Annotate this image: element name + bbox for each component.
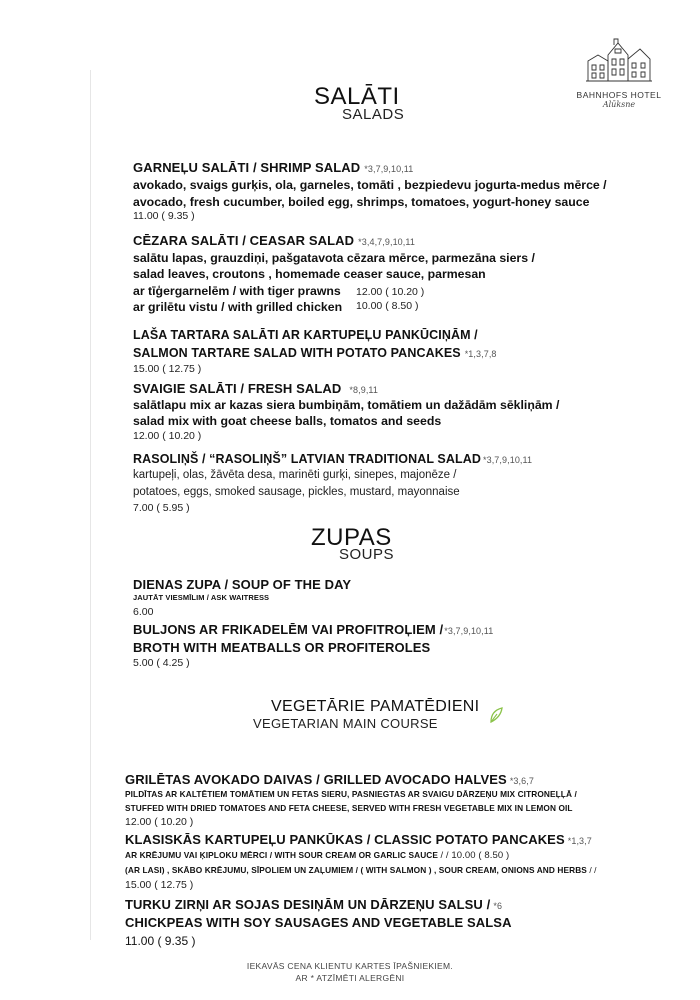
caesar-desc-lv: salātu lapas, grauzdiņi, pašgatavota cēzara mērce, parmezāna siers / — [133, 251, 535, 265]
shrimp-price: 11.00 ( 9.35 ) — [133, 210, 195, 222]
item-name: CĒZARA SALĀTI / CEASAR SALAD — [133, 233, 355, 248]
caesar-desc-en: salad leaves, croutons , homemade ceaser sauce, parmesan — [133, 267, 486, 281]
shrimp-salad-name — [133, 160, 413, 175]
soup-of-day-name: DIENAS ZUPA / SOUP OF THE DAY — [133, 577, 352, 592]
rasolins-desc-lv: kartupeļi, olas, žāvēta desa, marinēti gurķi, sinepes, majonēze / — [133, 469, 457, 481]
chickpeas-price: 11.00 ( 9.35 ) — [125, 934, 196, 948]
avocado-name — [125, 772, 534, 787]
salmon-salad-name-en — [133, 346, 497, 360]
leaf-icon — [488, 706, 504, 724]
salads-title: SALĀTI — [314, 83, 400, 110]
soups-title: ZUPAS — [311, 524, 392, 551]
salmon-price: 15.00 ( 12.75 ) — [133, 363, 202, 375]
allergens: *3,6,7 — [509, 776, 534, 786]
allergens: *3,7,9,10,11 — [483, 455, 533, 465]
pancakes-sauce-text: AR KRĒJUMU VAI ĶIPLOKU MĒRCI / WITH SOUR CREAM OR GARLIC SAUCE — [125, 850, 439, 860]
vegetarian-title: VEGETĀRIE PAMATĒDIENI — [271, 698, 480, 715]
fresh-price: 12.00 ( 10.20 ) — [133, 430, 202, 442]
item-name: GARNEĻU SALĀTI / SHRIMP SALAD — [133, 160, 361, 175]
soups-subtitle: SOUPS — [339, 546, 395, 563]
caesar-prawns-price: 12.00 ( 10.20 ) — [356, 286, 425, 298]
caesar-salad-name — [133, 233, 415, 248]
pancakes-salmon-text: (AR LASI) , SKĀBO KRĒJUMU, SĪPOLIEM UN ZAĻUMIEM / ( WITH SALMON ) , SOUR CREAM, ONIONS AND HERBS — [125, 865, 587, 875]
broth-price: 5.00 ( 4.25 ) — [133, 657, 190, 669]
salmon-salad-name-lv: LAŠA TARTARA SALĀTI AR KARTUPEĻU PANKŪCIŅĀM / — [133, 328, 478, 342]
caesar-option-prawns: ar tīģergarnelēm / with tiger prawns — [133, 284, 341, 298]
fresh-desc-lv: salātlapu mix ar kazas siera bumbiņām, tomātiem un dažādām sēkliņām / — [133, 398, 560, 412]
salads-subtitle: SALADS — [342, 106, 405, 123]
chickpeas-name-en: CHICKPEAS WITH SOY SAUSAGES AND VEGETABLE SALSA — [125, 915, 512, 930]
avocado-desc-en: STUFFED WITH DRIED TOMATOES AND FETA CHEESE, SERVED WITH FRESH VEGETABLE MIX IN LEMON OIL — [125, 803, 573, 813]
vegetarian-subtitle: VEGETARIAN MAIN COURSE — [253, 716, 438, 731]
hotel-logo — [558, 35, 680, 109]
hotel-location: Alūksne — [602, 100, 636, 109]
item-name: GRILĒTAS AVOKADO DAIVAS / GRILLED AVOCADO HALVES — [125, 772, 507, 787]
pancakes-sauce-price: / / 10.00 ( 8.50 ) — [440, 850, 510, 861]
pancakes-salmon-tail: / / — [589, 865, 597, 875]
item-name: BULJONS AR FRIKADELĒM VAI PROFITROĻIEM / — [133, 622, 444, 637]
rasolins-name — [133, 452, 532, 466]
soup-of-day-price: 6.00 — [133, 606, 154, 618]
allergens: *3,7,9,10,11 — [364, 164, 414, 174]
pancakes-desc-sauce — [125, 850, 509, 861]
shrimp-desc-lv: avokado, svaigs gurķis, ola, garneles, tomāti , bezpiedevu jogurta-medus mērce / — [133, 178, 607, 192]
allergens: *3,4,7,9,10,11 — [358, 237, 415, 247]
avocado-desc-lv: PILDĪTAS AR KALTĒTIEM TOMĀTIEM UN FETAS SIERU, PASNIEGTAS AR SVAIGU DĀRZEŅU MIX CITRONEĻĻĀ / — [125, 789, 577, 799]
pancakes-name — [125, 832, 592, 847]
page-divider-line — [90, 70, 91, 940]
fresh-salad-name — [133, 381, 378, 396]
shrimp-desc-en: avocado, fresh cucumber, boiled egg, shrimps, tomatoes, yogurt-honey sauce — [133, 195, 590, 209]
footer-allergen-note: AR * ATZĪMĒTI ALERGĒNI — [295, 973, 405, 983]
pancakes-price: 15.00 ( 12.75 ) — [125, 879, 194, 891]
item-name: TURKU ZIRŅI AR SOJAS DESIŅĀM UN DĀRZEŅU SALSU / — [125, 897, 491, 912]
fresh-desc-en: salad mix with goat cheese balls, tomatos and seeds — [133, 414, 442, 428]
soup-of-day-note: JAUTĀT VIESMĪLIM / ASK WAITRESS — [133, 593, 270, 602]
caesar-chicken-price: 10.00 ( 8.50 ) — [356, 300, 419, 312]
item-name: SVAIGIE SALĀTI / FRESH SALAD — [133, 381, 342, 396]
allergens: *6 — [493, 901, 503, 911]
caesar-option-chicken: ar grilētu vistu / with grilled chicken — [133, 300, 343, 314]
allergens: *8,9,11 — [349, 385, 378, 395]
broth-name-lv — [133, 622, 493, 637]
hotel-building-icon — [584, 35, 654, 85]
allergens: *1,3,7 — [567, 836, 592, 846]
avocado-price: 12.00 ( 10.20 ) — [125, 816, 194, 828]
pancakes-desc-salmon — [125, 865, 597, 875]
item-name: KLASISKĀS KARTUPEĻU PANKŪKAS / CLASSIC POTATO PANCAKES — [125, 832, 565, 847]
rasolins-price: 7.00 ( 5.95 ) — [133, 502, 190, 514]
chickpeas-name-lv — [125, 897, 502, 912]
rasolins-desc-en: potatoes, eggs, smoked sausage, pickles, mustard, mayonnaise — [133, 486, 460, 498]
hotel-name: BAHNHOFS HOTEL — [576, 90, 662, 100]
broth-name-en: BROTH WITH MEATBALLS OR PROFITEROLES — [133, 640, 431, 655]
footer-price-note: IEKAVĀS CENA KLIENTU KARTES ĪPAŠNIEKIEM. — [246, 961, 454, 971]
item-name: SALMON TARTARE SALAD WITH POTATO PANCAKES — [133, 346, 461, 360]
allergens: *3,7,9,10,11 — [444, 626, 494, 636]
allergens: *1,3,7,8 — [464, 349, 497, 359]
item-name: RASOLIŅŠ / “RASOLIŅŠ” LATVIAN TRADITIONAL SALAD — [133, 452, 481, 466]
